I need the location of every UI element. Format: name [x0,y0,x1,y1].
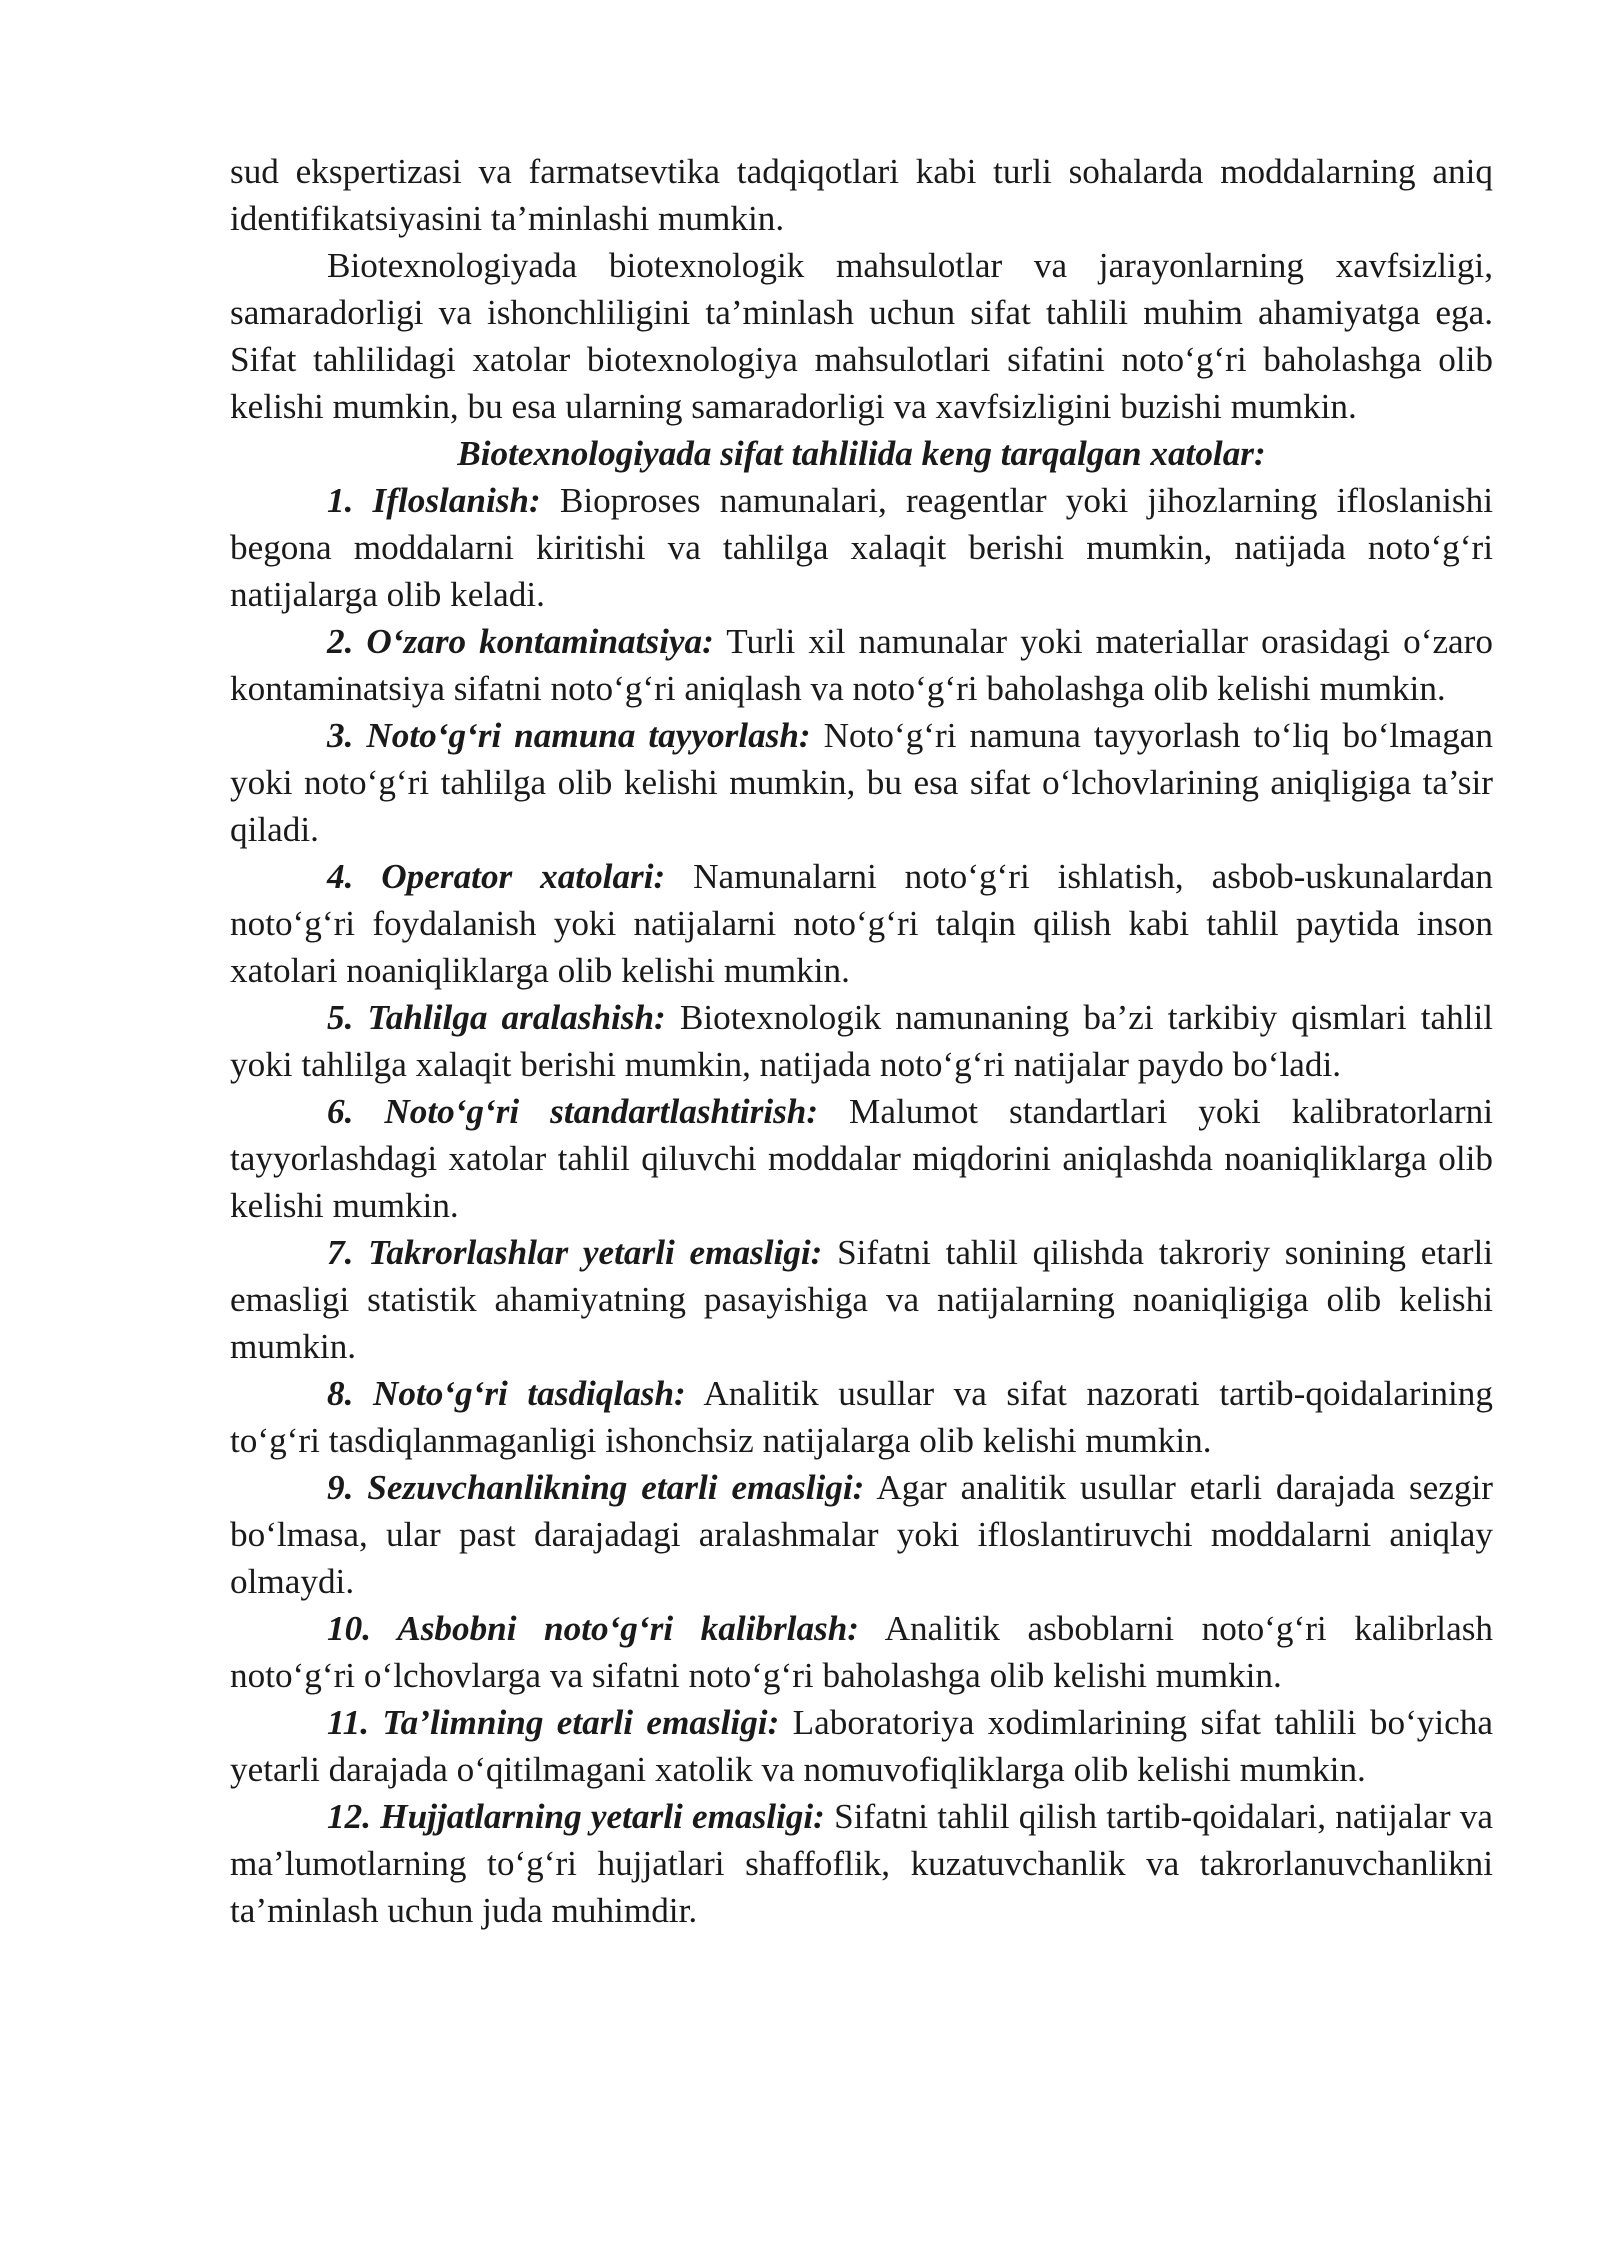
error-description: Analitik asboblarni noto‘g‘ri kalibrlash noto‘g‘ri o‘lchovlarga va sifatni noto‘g‘ri baholashga olib kelishi mumkin. [230,1609,1493,1695]
error-description: Turli xil namunalar yoki materiallar orasidagi o‘zaro kontaminatsiya sifatni noto‘g‘ri aniqlash va noto‘g‘ri baholashga olib kelishi mumkin. [230,622,1493,708]
error-description: Namunalarni noto‘g‘ri ishlatish, asbob-uskunalardan noto‘g‘ri foydalanish yoki natijalarni noto‘g‘ri talqin qilish kabi tahlil paytida inson xatolari noaniqliklarga olib kelishi mumkin. [230,857,1494,990]
error-description: Agar analitik usullar etarli darajada sezgir bo‘lmasa, ular past darajadagi aralashmalar yoki ifloslantiruvchi moddalarni aniqlay olmaydi. [230,1468,1493,1601]
error-term: 11. Ta’limning etarli emasligi: [327,1703,780,1742]
error-item-12 [230,1793,1493,1934]
error-term: 5. Tahlilga aralashish: [327,998,666,1037]
error-description: Bioproses namunalari, reagentlar yoki jihozlarning ifloslanishi begona moddalarni kiritishi va tahlilga xalaqit berishi mumkin, natijada noto‘g‘ri natijalarga olib keladi. [230,481,1493,614]
error-description: Analitik usullar va sifat nazorati tartib-qoidalarining to‘g‘ri tasdiqlanmaganligi ishonchsiz natijalarga olib kelishi mumkin. [230,1374,1493,1460]
error-term: 8. Noto‘g‘ri tasdiqlash: [327,1374,686,1413]
error-item-7 [230,1229,1493,1370]
section-heading: Biotexnologiyada sifat tahlilida keng tarqalgan xatolar: [457,434,1266,473]
error-item-3 [230,712,1493,853]
intro-continuation: sud ekspertizasi va farmatsevtika tadqiqotlari kabi turli sohalarda moddalarning aniq identifikatsiyasini ta’minlashi mumkin. [230,152,1493,238]
intro-paragraph: Biotexnologiyada biotexnologik mahsulotlar va jarayonlarning xavfsizligi, samaradorligi va ishonchliligini ta’minlash uchun sifat tahlili muhim ahamiyatga ega. Sifat tahlilidagi xatolar biotexnologiya mahsulotlari sifatini noto‘g‘ri baholashga olib kelishi mumkin, bu esa ularning samaradorligi va xavfsizligini buzishi mumkin. [230,246,1493,426]
error-term: 10. Asbobni noto‘g‘ri kalibrlash: [327,1609,860,1648]
error-item-10 [230,1605,1493,1699]
error-term: 12. Hujjatlarning yetarli emasligi: [327,1797,825,1836]
document-page [230,148,1493,1934]
error-description: Malumot standartlari yoki kalibratorlarni tayyorlashdagi xatolar tahlil qiluvchi moddalar miqdorini aniqlashda noaniqliklarga olib kelishi mumkin. [230,1092,1493,1225]
error-term: 9. Sezuvchanlikning etarli emasligi: [327,1468,865,1507]
error-term: 3. Noto‘g‘ri namuna tayyorlash: [327,716,811,755]
error-term: 7. Takrorlashlar yetarli emasligi: [327,1233,823,1272]
error-term: 4. Operator xatolari: [327,857,666,896]
error-item-9 [230,1464,1493,1605]
error-description: Laboratoriya xodimlarining sifat tahlili bo‘yicha yetarli darajada o‘qitilmagani xatolik va nomuvofiqliklarga olib kelishi mumkin. [230,1703,1493,1789]
error-item-5 [230,994,1493,1088]
error-term: 1. Ifloslanish: [327,481,541,520]
error-item-8 [230,1370,1493,1464]
error-item-2 [230,618,1493,712]
error-description: Sifatni tahlil qilishda takroriy sonining etarli emasligi statistik ahamiyatning pasayishiga va natijalarning noaniqligiga olib kelishi mumkin. [230,1233,1493,1366]
error-item-4 [230,853,1493,994]
error-term: 6. Noto‘g‘ri standartlashtirish: [327,1092,819,1131]
error-item-1 [230,477,1493,618]
error-description: Noto‘g‘ri namuna tayyorlash to‘liq bo‘lmagan yoki noto‘g‘ri tahlilga olib kelishi mumkin, bu esa sifat o‘lchovlarining aniqligiga ta’sir qiladi. [230,716,1493,849]
error-item-11 [230,1699,1493,1793]
error-term: 2. O‘zaro kontaminatsiya: [327,622,714,661]
error-description: Biotexnologik namunaning ba’zi tarkibiy qismlari tahlil yoki tahlilga xalaqit berishi mumkin, natijada noto‘g‘ri natijalar paydo bo‘ladi. [230,998,1494,1084]
error-item-6 [230,1088,1493,1229]
error-description: Sifatni tahlil qilish tartib-qoidalari, natijalar va ma’lumotlarning to‘g‘ri hujjatlari shaffoflik, kuzatuvchanlik va takrorlanuvchanlikni ta’minlash uchun juda muhimdir. [230,1797,1494,1930]
